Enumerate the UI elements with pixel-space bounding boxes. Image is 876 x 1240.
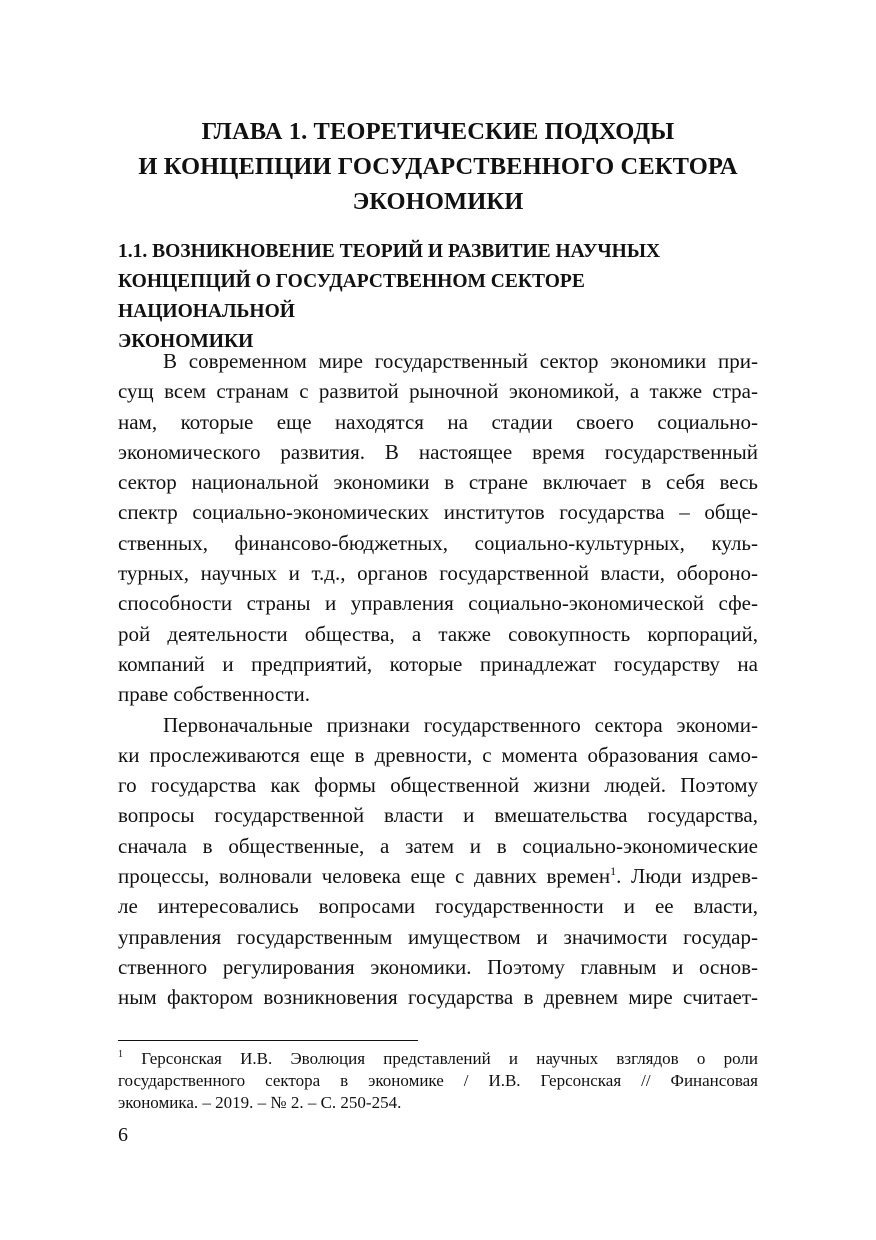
paragraph-line: ственного регулирования экономики. Поэтому главным и основ- (118, 954, 758, 979)
footnote-divider (118, 1040, 418, 1041)
section-title (118, 237, 758, 357)
page-number: 6 (118, 1124, 128, 1146)
section-title-line: 1.1. ВОЗНИКНОВЕНИЕ ТЕОРИЙ И РАЗВИТИЕ НАУЧНЫХ (118, 241, 661, 262)
body-text (118, 346, 758, 1013)
paragraph-line: турных, научных и т.д., органов государственной власти, обороно- (118, 561, 758, 586)
footnote (118, 1048, 758, 1114)
paragraph-line: вопросы государственной власти и вмешательства государства, (118, 803, 758, 828)
chapter-title-line: И КОНЦЕПЦИИ ГОСУДАРСТВЕННОГО СЕКТОРА (138, 153, 738, 180)
paragraph-line: сектор национальной экономики в стране включает в себя весь (118, 470, 758, 495)
paragraph-line: сущ всем странам с развитой рыночной экономикой, а также стра- (118, 379, 758, 404)
paragraph-line: В современном мире государственный сектор экономики при- (163, 349, 758, 373)
paragraph-text: . Люди издрев- (616, 864, 758, 889)
paragraph-text: процессы, волновали человека еще с давних времен (118, 864, 611, 889)
paragraph-line-with-footnote (118, 861, 758, 891)
paragraph-line: праве собственности. (118, 682, 311, 707)
paragraph-line: ки прослеживаются еще в древности, с момента образования само- (118, 742, 758, 767)
footnote-mark: 1 (118, 1049, 123, 1060)
paragraph-line: способности страны и управления социально-экономической сфе- (118, 591, 758, 616)
paragraph-line: ным фактором возникновения государства в древнем мире считает- (118, 985, 758, 1010)
chapter-title-line: ЭКОНОМИКИ (352, 188, 524, 215)
paragraph-line: рой деятельности общества, а также совокупность корпораций, (118, 621, 758, 646)
footnote-line (118, 1048, 758, 1070)
paragraph-line: управления государственным имуществом и значимости государ- (118, 924, 758, 949)
footnote-text: Герсонская И.В. Эволюция представлений и научных взглядов о роли (123, 1049, 758, 1068)
chapter-title (118, 114, 758, 219)
paragraph-line: спектр социально-экономических институтов государства – обще- (118, 500, 758, 525)
chapter-title-line: ГЛАВА 1. ТЕОРЕТИЧЕСКИЕ ПОДХОДЫ (201, 118, 675, 145)
paragraph-line: компаний и предприятий, которые принадлежат государству на (118, 651, 758, 676)
paragraph-line: ле интересовались вопросами государственности и ее власти, (118, 894, 758, 919)
paragraph-line: Первоначальные признаки государственного сектора экономи- (163, 712, 758, 737)
paragraph-line: го государства как формы общественной жизни людей. Поэтому (118, 773, 758, 798)
paragraph-line: нам, которые еще находятся на стадии своего социально- (118, 409, 758, 434)
paragraph-line: сначала в общественные, а затем и в социально-экономические (118, 833, 758, 858)
paragraph-line: ственных, финансово-бюджетных, социально-культурных, куль- (118, 530, 758, 555)
section-title-line: КОНЦЕПЦИЙ О ГОСУДАРСТВЕННОМ СЕКТОРЕ НАЦИОНАЛЬНОЙ (118, 271, 585, 322)
paragraph-line: экономического развития. В настоящее время государственный (118, 439, 758, 464)
footnote-line: государственного сектора в экономике / И.В. Герсонская // Финансовая (118, 1071, 758, 1090)
footnote-reference[interactable]: 1 (610, 864, 617, 879)
footnote-line: экономика. – 2019. – № 2. – С. 250-254. (118, 1093, 402, 1112)
section-title-line: ЭКОНОМИКИ (118, 331, 254, 352)
